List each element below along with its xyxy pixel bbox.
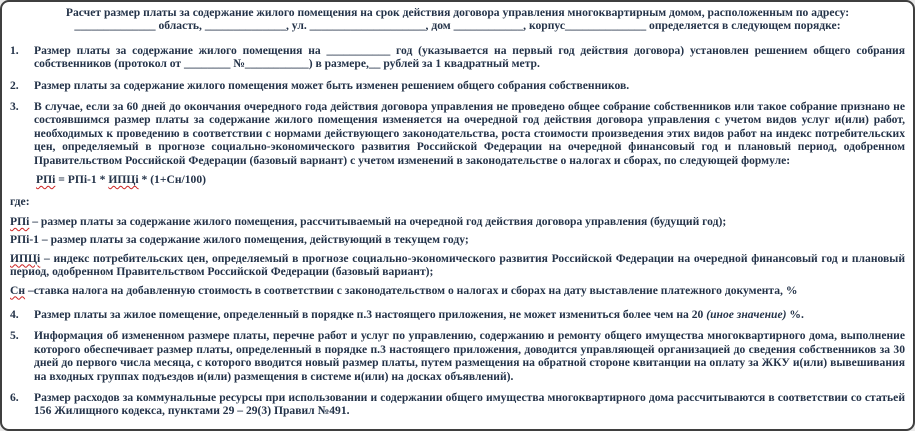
where-label: где: [10, 195, 30, 209]
definition-ipci-text: – индекс потребительских цен, определяемый в прогнозе социально-экономического развития Российской Федерации на очередной финансовый год и плановый период, одобренном Правительством Российской Федерации (базовый вариант); [10, 251, 905, 279]
list-item-4-number: 4. [10, 307, 19, 321]
list-item-5 [10, 329, 905, 383]
list-item-4-text-post: %. [786, 307, 804, 321]
definition-rpi [10, 215, 905, 228]
list-item-1-number: 1. [10, 43, 19, 57]
formula-term-rpi: РПi [36, 173, 56, 187]
list-item-4-text [34, 308, 905, 321]
definition-rpi-1-term: РПi-1 [10, 233, 39, 247]
list-item-6-number: 6. [10, 390, 19, 404]
list-item-4 [10, 308, 905, 321]
document-title-line1: Расчет размер платы за содержание жилого помещения на срок действия договора управления многоквартирным домом, расположенным по адресу: [65, 6, 850, 19]
list-item-1 [10, 44, 905, 71]
definition-sn-term: Сн [10, 283, 26, 297]
list-item-5-text: Информация об измененном размере платы, перечне работ и услуг по управлению, содержанию и ремонту общего имущества многоквартирного дома, выполнение которого обеспечивает размер платы, определенный в порядке п.3 настоящего приложения, доводится управляющей организацией до сведения собственников за 30 дней до первого числа месяца, с которого вводится новый размер платы, путем размещения на обратной стороне квитанции на оплату за ЖКУ и(или) вывешивания на входных группах подъездов и(или) размещения в системе и(или) на досках объявлений). [34, 329, 905, 383]
list-item-1-text: Размер платы за содержание жилого помещения на ___________ год (указывается на первый год действия договора) установлен решением общего собрания собственников (протокол от ________ №___________) в размере,__ рублей за 1 квадратный метр. [34, 43, 905, 71]
list-item-4-text-pre: Размер платы за жилое помещение, определенный в порядке п.3 настоящего приложения, не может измениться более чем на 20 [34, 307, 707, 321]
definition-ipci [10, 252, 905, 279]
definition-rpi-term: РПi [10, 214, 30, 228]
list-item-2 [10, 79, 905, 92]
definition-ipci-term: ИПЦi [10, 251, 41, 265]
list-item-2-text: Размер платы за содержание жилого помещения может быть изменен решением общего собрания собственников. [34, 78, 630, 92]
list-item-4-text-italic: (иное значение) [706, 307, 787, 321]
definition-rpi-1 [10, 233, 905, 246]
list-item-3-number: 3. [10, 100, 19, 114]
list-item-3 [10, 100, 905, 167]
formula-term-ipci: ИПЦi [108, 173, 139, 187]
definition-sn [10, 284, 905, 297]
definition-rpi-text: – размер платы за содержание жилого помещения, рассчитываемый на очередной год действия договора управления (будущий год); [29, 214, 727, 228]
document-title-block [10, 6, 905, 33]
list-item-3-text: В случае, если за 60 дней до окончания очередного года действия договора управления не проведено общее собрание собственников или такое собрание признано не состоявшимся размер платы за содержание жилого помещения изменяется на очередной год действия договора управления с учетом видов услуг и(или) работ, необходимых к проведению в соответствии с нормами действующего законодательства, роста стоимости произведения этих видов работ на индекс потребительских цен, определяемый в прогнозе социально-экономического развития Российской Федерации на очередной финансовый год и плановый период, одобренном Правительством Российской Федерации (базовый вариант) с учетом изменений в законодательстве о налогах и сборах, по следующей формуле: [34, 100, 905, 167]
document-title-line2-address-blanks: ______________ область, ______________, ул. ____________________, дом ____________, корпус______________ определяется в следующем порядке: [74, 19, 841, 33]
list-item-6 [10, 391, 905, 418]
list-item-2-number: 2. [10, 78, 19, 92]
definition-sn-text: –ставка налога на добавленную стоимость в соответствии с законодательством о налогах и сборах на дату выставление платежного документа, % [25, 283, 798, 297]
formula-tail: * (1+Сн/100) [138, 173, 206, 187]
list-item-6-text: Размер расходов за коммунальные ресурсы при использовании и содержании общего имущества многоквартирного дома рассчитываются в соответствии со статьей 156 Жилищного кодекса, пунктами 29 – 29(3) Правил №491. [34, 390, 905, 418]
payment-formula [36, 173, 905, 186]
definition-rpi-1-text: – размер платы за содержание жилого помещения, действующий в текущем году; [38, 233, 469, 247]
formula-middle: = РПi-1 * [55, 173, 109, 187]
list-item-5-number: 5. [10, 329, 19, 343]
